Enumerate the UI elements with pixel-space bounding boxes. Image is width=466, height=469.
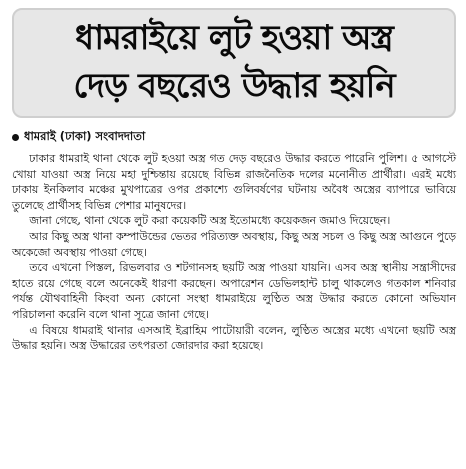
byline-text: ধামরাই (ঢাকা) সংবাদদাতা [24,129,146,143]
article-body [12,151,456,354]
paragraph-1: ঢাকার ধামরাই থানা থেকে লুট হওয়া অস্ত্র গত দেড় বছরেও উদ্ধার করতে পারেনি পুলিশ। ৫ আগস্টে খোয়া যাওয়া অস্ত্র নিয়ে মহা দুশ্চিন্তায় রয়েছে বিভিন্ন রাজনৈতিক দলের মনোনীত প্রার্থীরা। এরই মধ্যে ঢাকায় ইনকিলাব মঞ্চের মুখপাত্রের ওপর প্রকাশ্যে গুলিবর্ষণের ঘটনায় অবৈধ অস্ত্রের ব্যাপারে ভাবিয়ে তুলেছে প্রার্থীসহ বিভিন্ন পেশার মানুষদের। [12,152,456,212]
paragraph-5: এ বিষয়ে ধামরাই থানার এসআই ইব্রাহিম পাটোয়ারী বলেন, লুণ্ঠিত অস্ত্রের মধ্যে এখনো ছয়টি অস্ত্র উদ্ধার হয়নি। অস্ত্র উদ্ধারের তৎপরতা জোরদার করা হয়েছে। [12,323,456,353]
paragraph-4: তবে এখনো পিস্তল, রিভলবার ও শটগানসহ ছয়টি অস্ত্র পাওয়া যায়নি। এসব অস্ত্র স্থানীয় সন্ত্রাসীদের হাতে রয়ে গেছে বলে অনেকেই ধারণা করছেন। অপারেশন ডেভিলহান্ট চালু থাকলেও গতকাল শনিবার পর্যন্ত যৌথবাহিনী কিংবা অন্য কোনো সংস্থা ধামরাইয়ে লুণ্ঠিত অস্ত্র উদ্ধার করতে কোনো অভিযান পরিচালনা করেনি বলে থানা সূত্রে জানা গেছে। [12,261,456,321]
byline [12,128,456,147]
headline-line-2: দেড় বছরেও উদ্ধার হয়নি [73,66,395,106]
paragraph-2: জানা গেছে, থানা থেকে লুট করা কয়েকটি অস্ত্র ইতোমধ্যে কয়েকজন জমাও দিয়েছেন। [29,214,391,228]
paragraph-3: আর কিছু অস্ত্র থানা কম্পাউন্ডের ভেতর পরিত্যক্ত অবস্থায়, কিছু অস্ত্র সচল ও কিছু অস্ত্র আগুনে পুড়ে অকেজো অবস্থায় পাওয়া গেছে। [12,229,456,259]
headline-box [12,8,456,118]
headline-line-1: ধামরাইয়ে লুট হওয়া অস্ত্র [75,18,393,58]
bullet-icon [12,134,19,141]
